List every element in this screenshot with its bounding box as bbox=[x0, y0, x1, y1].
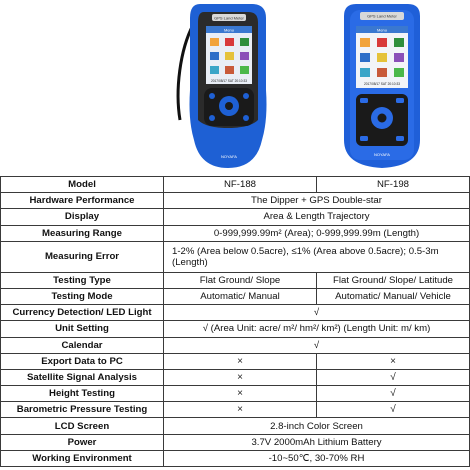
key-button[interactable] bbox=[396, 136, 404, 141]
cell-nf-188: Automatic/ Manual bbox=[164, 288, 317, 304]
cell-nf-198: NF-198 bbox=[317, 177, 470, 193]
cell-both: -10~50℃, 30-70% RH bbox=[164, 450, 470, 466]
cell-both: 1-2% (Area below 0.5acre), ≤1% (Area above 0.5acre); 0.5-3m (Length) bbox=[164, 241, 470, 272]
brand-logo: NOYAFA bbox=[221, 154, 237, 159]
key-button[interactable] bbox=[396, 98, 404, 103]
table-row bbox=[1, 337, 470, 353]
row-label: Barometric Pressure Testing bbox=[1, 402, 164, 418]
row-label: Measuring Range bbox=[1, 225, 164, 241]
cell-both: 2.8-inch Color Screen bbox=[164, 418, 470, 434]
menu-icons bbox=[210, 38, 249, 74]
product-images bbox=[0, 0, 470, 176]
row-label: Display bbox=[1, 209, 164, 225]
row-label: Testing Mode bbox=[1, 288, 164, 304]
row-label: Calendar bbox=[1, 337, 164, 353]
row-label: Unit Setting bbox=[1, 321, 164, 337]
cell-nf-198: × bbox=[317, 353, 470, 369]
table-row bbox=[1, 305, 470, 321]
table-row bbox=[1, 450, 470, 466]
row-label: Height Testing bbox=[1, 386, 164, 402]
table-row bbox=[1, 353, 470, 369]
screen-title: Menu bbox=[376, 27, 388, 33]
brand-strip-text: GPS Land Meter bbox=[367, 13, 397, 19]
brand-logo: NOYAFA bbox=[374, 152, 390, 157]
device-nf-198 bbox=[344, 4, 420, 168]
table-row bbox=[1, 418, 470, 434]
row-label: Satellite Signal Analysis bbox=[1, 369, 164, 385]
row-label: Hardware Performance bbox=[1, 193, 164, 209]
table-row bbox=[1, 241, 470, 272]
ok-button[interactable] bbox=[225, 102, 233, 110]
table-row bbox=[1, 272, 470, 288]
cell-both: √ (Area Unit: acre/ m²/ hm²/ km²) (Length Unit: m/ km) bbox=[164, 321, 470, 337]
cell-nf-188: × bbox=[164, 386, 317, 402]
menu-icons bbox=[360, 38, 404, 77]
row-label: Working Environment bbox=[1, 450, 164, 466]
table-row bbox=[1, 321, 470, 337]
row-label: Currency Detection/ LED Light bbox=[1, 305, 164, 321]
cell-both: 0-999,999.99m² (Area); 0-999,999.99m (Length) bbox=[164, 225, 470, 241]
row-label: Model bbox=[1, 177, 164, 193]
cell-both: √ bbox=[164, 305, 470, 321]
ok-button[interactable] bbox=[378, 114, 387, 123]
cell-nf-198: Flat Ground/ Slope/ Latitude bbox=[317, 272, 470, 288]
cell-both: 3.7V 2000mAh Lithium Battery bbox=[164, 434, 470, 450]
row-label: LCD Screen bbox=[1, 418, 164, 434]
cell-nf-188: × bbox=[164, 369, 317, 385]
table-row bbox=[1, 386, 470, 402]
row-label: Export Data to PC bbox=[1, 353, 164, 369]
cell-nf-188: Flat Ground/ Slope bbox=[164, 272, 317, 288]
cell-nf-198: √ bbox=[317, 386, 470, 402]
key-button[interactable] bbox=[209, 93, 215, 99]
table-row bbox=[1, 402, 470, 418]
table-row bbox=[1, 209, 470, 225]
brand-strip-text: GPS Land Meter bbox=[214, 15, 244, 21]
cell-nf-188: NF-188 bbox=[164, 177, 317, 193]
cell-nf-198: Automatic/ Manual/ Vehicle bbox=[317, 288, 470, 304]
table-row bbox=[1, 193, 470, 209]
table-row bbox=[1, 225, 470, 241]
device-nf-188 bbox=[178, 4, 266, 168]
table-row bbox=[1, 288, 470, 304]
key-button[interactable] bbox=[243, 93, 249, 99]
row-label: Testing Type bbox=[1, 272, 164, 288]
key-button[interactable] bbox=[360, 98, 368, 103]
row-label: Measuring Error bbox=[1, 241, 164, 272]
screen-date: 2017/08/17 SAT 20:10:33 bbox=[363, 82, 401, 86]
table-row bbox=[1, 177, 470, 193]
cell-nf-198: √ bbox=[317, 369, 470, 385]
screen-date: 2017/08/17 SAT 20:10:33 bbox=[210, 79, 248, 83]
screen-title: Menu bbox=[223, 27, 235, 33]
cell-nf-188: × bbox=[164, 402, 317, 418]
cell-nf-198: √ bbox=[317, 402, 470, 418]
row-label: Power bbox=[1, 434, 164, 450]
cell-both: The Dipper + GPS Double-star bbox=[164, 193, 470, 209]
spec-table bbox=[0, 176, 470, 467]
cell-both: Area & Length Trajectory bbox=[164, 209, 470, 225]
table-row bbox=[1, 369, 470, 385]
cell-nf-188: × bbox=[164, 353, 317, 369]
key-button[interactable] bbox=[360, 136, 368, 141]
key-button[interactable] bbox=[209, 115, 215, 121]
table-row bbox=[1, 434, 470, 450]
key-button[interactable] bbox=[243, 115, 249, 121]
cell-both: √ bbox=[164, 337, 470, 353]
